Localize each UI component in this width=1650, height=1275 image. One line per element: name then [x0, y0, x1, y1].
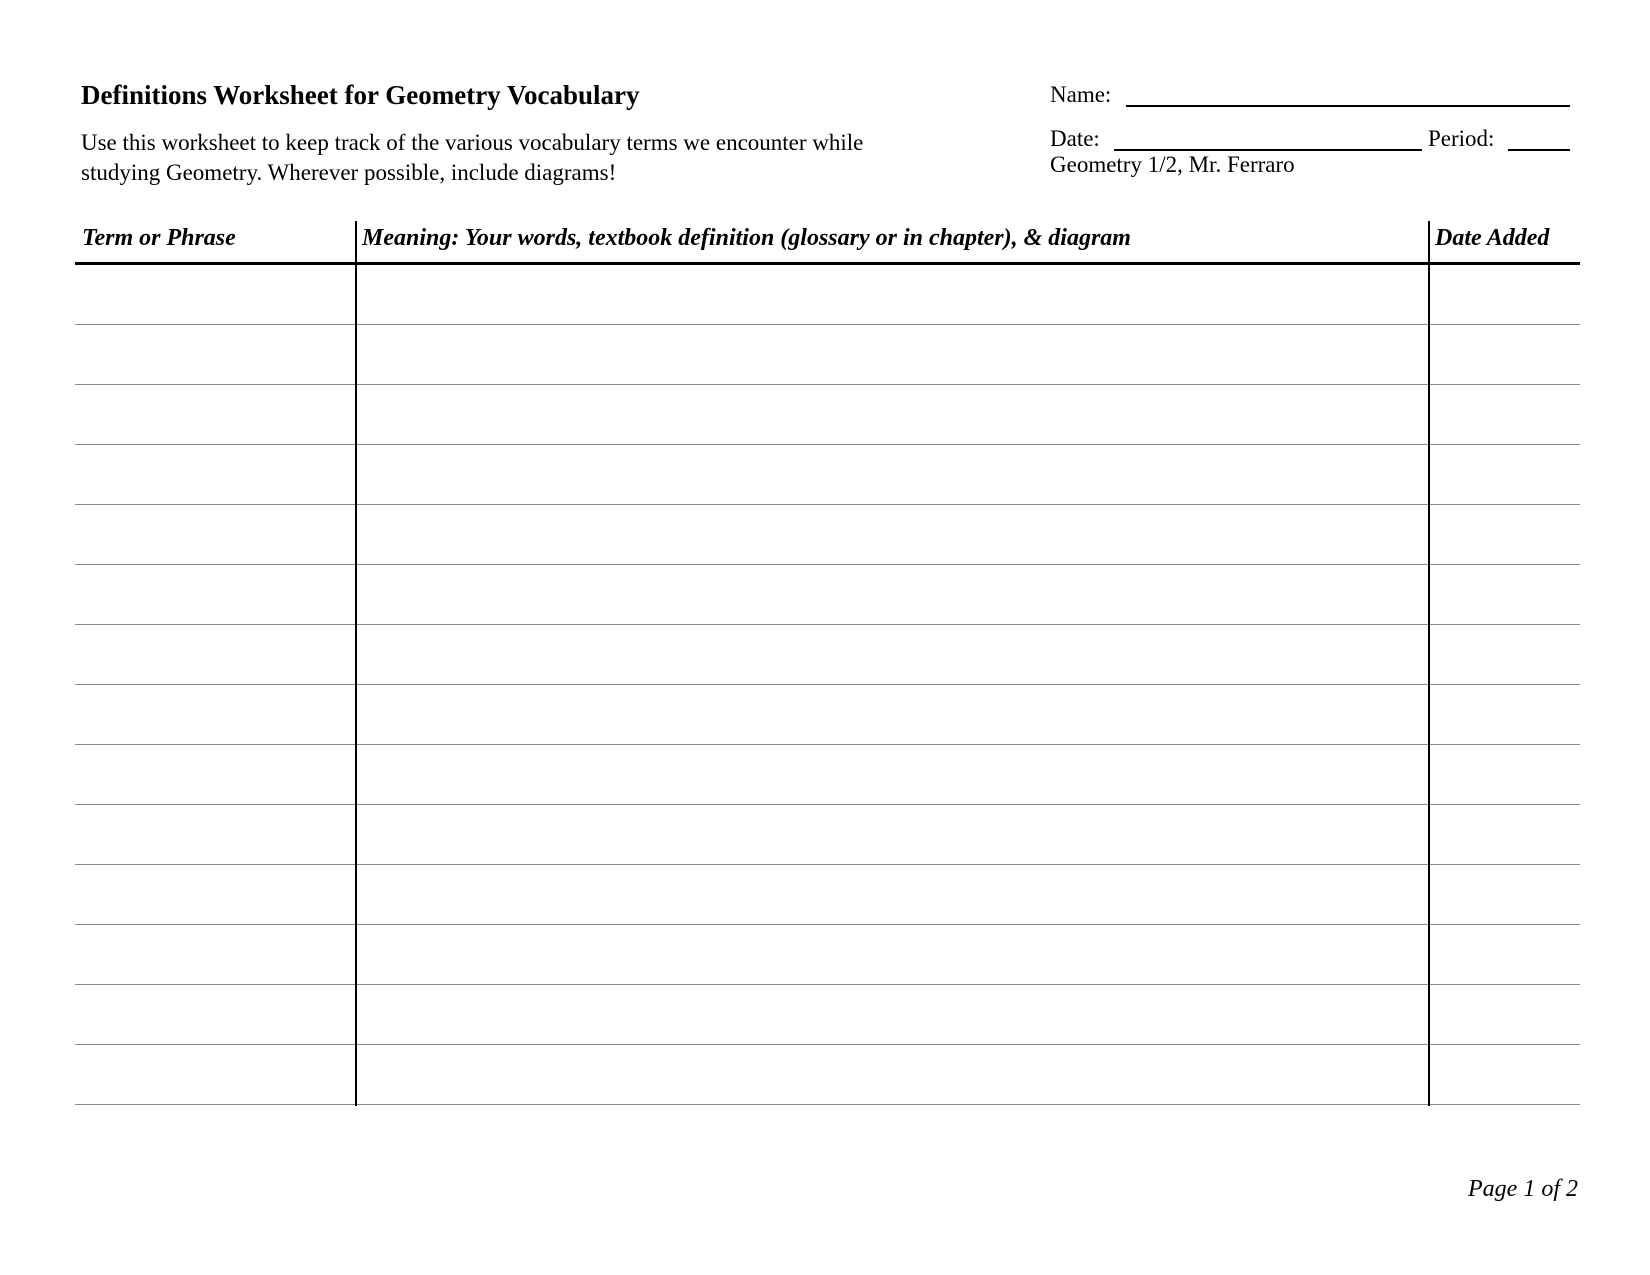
date-added-cell[interactable] — [1430, 625, 1580, 684]
table-row — [75, 865, 1580, 925]
table-row — [75, 565, 1580, 625]
term-cell[interactable] — [75, 325, 355, 384]
period-field[interactable] — [1508, 149, 1570, 151]
table-row — [75, 505, 1580, 565]
meaning-cell[interactable] — [357, 445, 1428, 504]
worksheet-instructions — [81, 128, 961, 188]
date-added-cell[interactable] — [1430, 565, 1580, 624]
term-cell[interactable] — [75, 865, 355, 924]
date-added-cell[interactable] — [1430, 385, 1580, 444]
name-label: Name: — [1050, 82, 1112, 107]
worksheet-title: Definitions Worksheet for Geometry Vocabulary — [81, 80, 640, 110]
period-label: Period: — [1428, 126, 1495, 151]
term-cell[interactable] — [75, 1045, 355, 1104]
term-cell[interactable] — [75, 685, 355, 744]
table-row — [75, 745, 1580, 805]
date-added-cell[interactable] — [1430, 985, 1580, 1044]
column-header-meaning: Meaning: Your words, textbook definition (glossary or in chapter), & diagram — [362, 225, 1131, 251]
meaning-cell[interactable] — [357, 265, 1428, 324]
date-added-cell[interactable] — [1430, 865, 1580, 924]
column-divider-term — [355, 221, 357, 1106]
term-cell[interactable] — [75, 805, 355, 864]
date-added-cell[interactable] — [1430, 265, 1580, 324]
table-row — [75, 445, 1580, 505]
term-cell[interactable] — [75, 445, 355, 504]
date-field[interactable] — [1114, 149, 1422, 151]
instructions-line-2: studying Geometry. Wherever possible, include diagrams! — [81, 160, 617, 185]
date-added-cell[interactable] — [1430, 325, 1580, 384]
date-added-cell[interactable] — [1430, 505, 1580, 564]
meaning-cell[interactable] — [357, 865, 1428, 924]
course-info: Geometry 1/2, Mr. Ferraro — [1050, 152, 1295, 177]
meaning-cell[interactable] — [357, 565, 1428, 624]
column-divider-date — [1428, 221, 1430, 1106]
term-cell[interactable] — [75, 385, 355, 444]
date-label: Date: — [1050, 126, 1100, 151]
meaning-cell[interactable] — [357, 685, 1428, 744]
table-row — [75, 1045, 1580, 1105]
date-added-cell[interactable] — [1430, 445, 1580, 504]
column-header-term: Term or Phrase — [82, 225, 236, 251]
date-added-cell[interactable] — [1430, 1045, 1580, 1104]
meaning-cell[interactable] — [357, 625, 1428, 684]
table-row — [75, 985, 1580, 1045]
date-added-cell[interactable] — [1430, 745, 1580, 804]
meaning-cell[interactable] — [357, 385, 1428, 444]
meaning-cell[interactable] — [357, 805, 1428, 864]
meaning-cell[interactable] — [357, 925, 1428, 984]
date-added-cell[interactable] — [1430, 685, 1580, 744]
date-added-cell[interactable] — [1430, 925, 1580, 984]
name-field[interactable] — [1126, 105, 1570, 107]
table-row — [75, 265, 1580, 325]
date-added-cell[interactable] — [1430, 805, 1580, 864]
term-cell[interactable] — [75, 565, 355, 624]
column-header-date-added: Date Added — [1435, 225, 1550, 251]
instructions-line-1: Use this worksheet to keep track of the various vocabulary terms we encounter while — [81, 130, 864, 155]
term-cell[interactable] — [75, 265, 355, 324]
meaning-cell[interactable] — [357, 745, 1428, 804]
table-row — [75, 325, 1580, 385]
meaning-cell[interactable] — [357, 985, 1428, 1044]
page-number: Page 1 of 2 — [1468, 1176, 1578, 1202]
term-cell[interactable] — [75, 625, 355, 684]
table-row — [75, 805, 1580, 865]
term-cell[interactable] — [75, 985, 355, 1044]
table-row — [75, 685, 1580, 745]
term-cell[interactable] — [75, 745, 355, 804]
meaning-cell[interactable] — [357, 505, 1428, 564]
meaning-cell[interactable] — [357, 325, 1428, 384]
table-row — [75, 385, 1580, 445]
meaning-cell[interactable] — [357, 1045, 1428, 1104]
table-row — [75, 625, 1580, 685]
term-cell[interactable] — [75, 925, 355, 984]
table-row — [75, 925, 1580, 985]
vocabulary-table — [75, 221, 1580, 1106]
term-cell[interactable] — [75, 505, 355, 564]
